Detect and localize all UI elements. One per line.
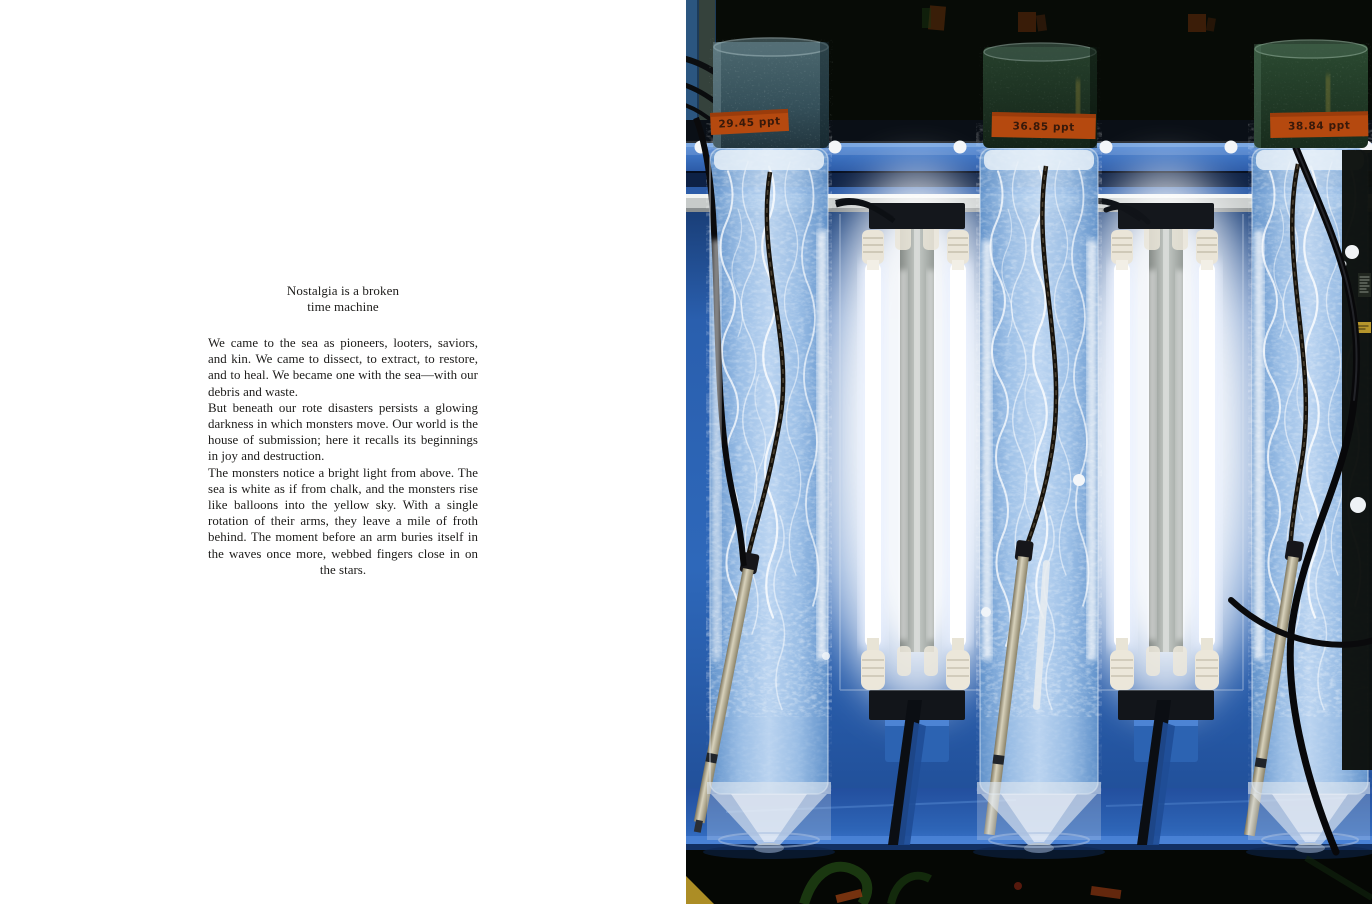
white-knob <box>1350 497 1366 513</box>
poem-paragraph-3: The monsters notice a bright light from above. The sea is white as if from chalk, and the monsters rise like balloons into the yellow sky. With a single rotation of their arms, they leave a mile of froth behind. The moment before an arm buries itself in the waves once more, webbed fingers close in on the stars. <box>208 465 478 577</box>
poem-title-line1: Nostalgia is a broken <box>286 283 400 298</box>
funnel-1 <box>703 782 835 859</box>
photo-photobioreactors <box>686 0 1372 904</box>
right-page <box>686 0 1372 904</box>
funnel-2 <box>973 782 1105 859</box>
svg-text:29.45 ppt: 29.45 ppt <box>718 115 782 131</box>
poem-text-block <box>208 283 478 578</box>
salinity-label-1 <box>710 109 789 135</box>
funnel-3 <box>1246 782 1372 859</box>
poem-title <box>208 283 478 315</box>
white-knob <box>1345 245 1359 259</box>
svg-text:36.85 ppt: 36.85 ppt <box>1012 120 1075 134</box>
reactor-top-3 <box>1254 40 1368 148</box>
poem-paragraph-1: We came to the sea as pioneers, looters, saviors, and kin. We came to dissect, to extract, to restore, and to heal. We became one with the sea—with our debris and waste. <box>208 336 478 399</box>
reactor-cylinder-2 <box>980 148 1098 836</box>
svg-text:38.84 ppt: 38.84 ppt <box>1287 119 1351 133</box>
poem-paragraph-2: But beneath our rote disasters persists a glowing darkness in which monsters move. Our world is the house of submission; here it recalls its beginnings in joy and destruction. <box>208 400 478 464</box>
salinity-label-2 <box>991 112 1096 139</box>
reactor-top-1 <box>710 38 829 148</box>
funnel-bases <box>703 782 1372 859</box>
reactor-cylinder-1 <box>689 118 828 834</box>
reactor-tops <box>710 38 1368 148</box>
reactor-top-2 <box>983 43 1097 148</box>
poem-title-line2: time machine <box>307 299 379 314</box>
salinity-label-3 <box>1270 111 1368 138</box>
